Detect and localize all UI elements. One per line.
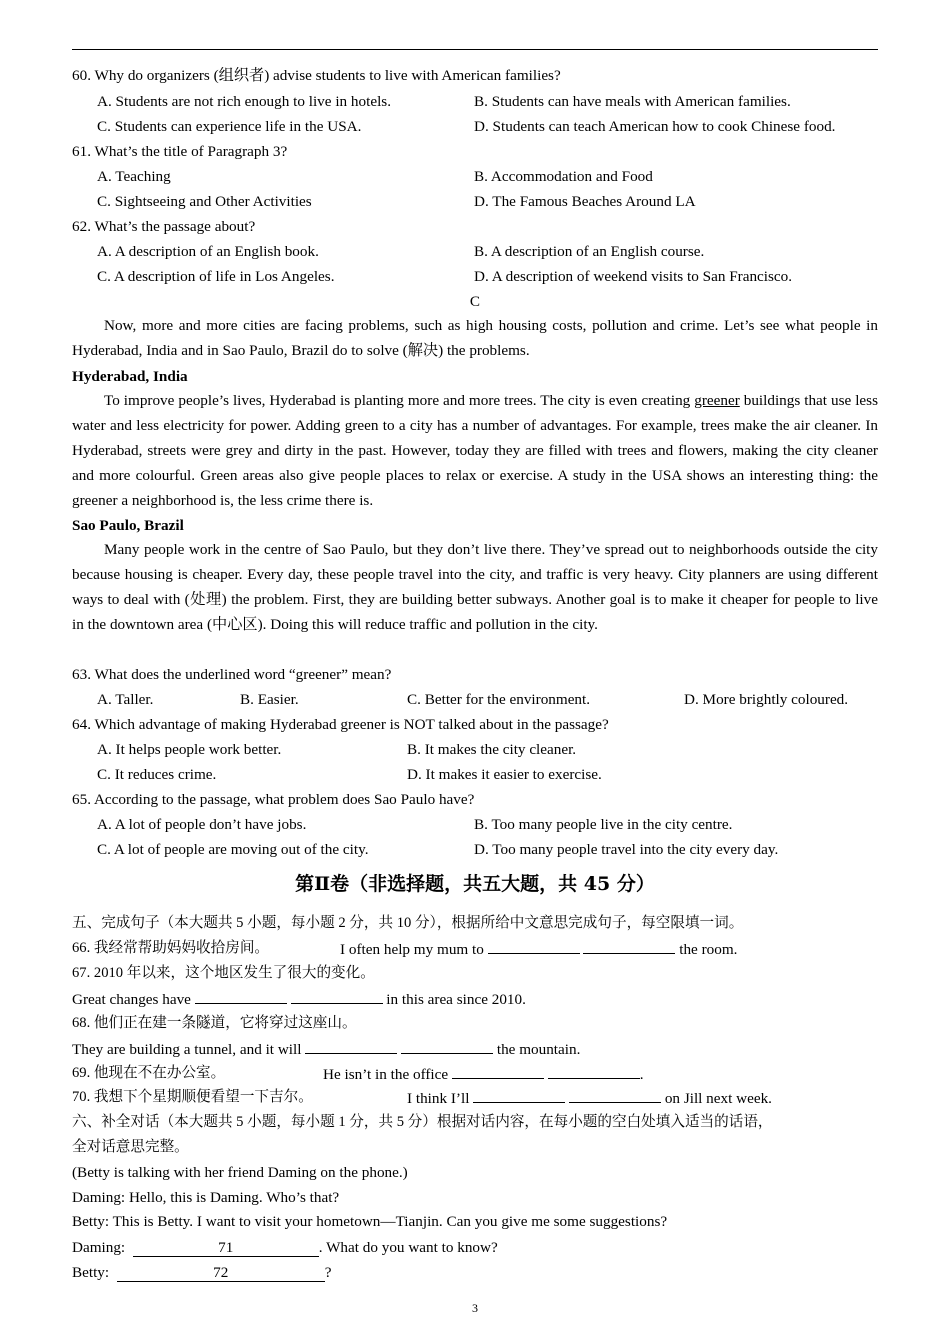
q70-english: I think I’ll on Jill next week. <box>407 1090 772 1107</box>
q70-blank-1[interactable] <box>473 1088 565 1103</box>
q64-option-d: D. It makes it easier to exercise. <box>407 766 602 783</box>
q60-option-a: A. Students are not rich enough to live in hotels. <box>97 93 391 110</box>
q66-blank-2[interactable] <box>583 939 675 954</box>
q65-option-d: D. Too many people travel into the city every day. <box>474 841 779 858</box>
q65-option-b: B. Too many people live in the city centre. <box>474 816 733 833</box>
q63-option-a: A. Taller. <box>97 691 154 708</box>
q67-blank-2[interactable] <box>291 989 383 1004</box>
passage-intro: Now, more and more cities are facing problems, such as high housing costs, pollution and crime. Let’s see what people in Hyderabad, India and in Sao Paulo, Brazil do to solve (解决) the problems. <box>72 317 878 359</box>
passage-letter: C <box>469 293 481 310</box>
q70-chinese: 70. 我想下个星期顺便看望一下吉尔。 <box>72 1089 313 1105</box>
heading-sao-paulo: Sao Paulo, Brazil <box>72 517 184 534</box>
part2-title: 第Ⅱ卷（非选择题，共五大题，共 45 分） <box>295 873 655 895</box>
answer-blank-71[interactable]: 71 <box>133 1239 319 1257</box>
paragraph-sao-paulo: Many people work in the centre of Sao Paulo, but they don’t live there. They’ve spread out to neighborhoods outside the city because housing is cheaper. Every day, these people travel into the city, and traffic is very heavy. City planners are using different ways to deal with (处理) the problem. First, they are building better subways. Another goal is to make it cheaper for people to live in the downtown area (中心区). Doing this will reduce traffic and pollution in the city. <box>72 541 878 633</box>
dialogue-line-3: Daming: 71 . What do you want to know? <box>72 1239 498 1256</box>
answer-blank-72[interactable]: 72 <box>117 1264 325 1282</box>
q62-option-b: B. A description of an English course. <box>474 243 705 260</box>
q63-option-c: C. Better for the environment. <box>407 691 591 708</box>
q62-option-a: A. A description of an English book. <box>97 243 319 260</box>
q69-chinese: 69. 他现在不在办公室。 <box>72 1065 226 1081</box>
dialogue-line-1: Daming: Hello, this is Daming. Who’s that? <box>72 1189 340 1206</box>
q63-option-b: B. Easier. <box>240 691 299 708</box>
q69-blank-2[interactable] <box>548 1064 640 1079</box>
q61-stem: 61. What’s the title of Paragraph 3? <box>72 143 288 160</box>
section6-heading-cont: 全对话意思完整。 <box>72 1139 189 1155</box>
q64-stem: 64. Which advantage of making Hyderabad greener is NOT talked about in the passage? <box>72 716 609 733</box>
dialogue-context: (Betty is talking with her friend Daming on the phone.) <box>72 1164 408 1181</box>
q61-option-c: C. Sightseeing and Other Activities <box>97 193 312 210</box>
q62-option-c: C. A description of life in Los Angeles. <box>97 268 335 285</box>
section5-heading: 五、完成句子（本大题共 5 小题，每小题 2 分，共 10 分），根据所给中文意思完成句子，每空限填一词。 <box>72 915 744 931</box>
q69-english: He isn’t in the office . <box>323 1066 644 1083</box>
q62-stem: 62. What’s the passage about? <box>72 218 256 235</box>
page-number: 3 <box>472 1301 478 1315</box>
heading-hyderabad: Hyderabad, India <box>72 368 188 385</box>
q63-stem: 63. What does the underlined word “greener” mean? <box>72 666 392 683</box>
q63-option-d: D. More brightly coloured. <box>684 691 849 708</box>
section6-heading: 六、补全对话（本大题共 5 小题，每小题 1 分，共 5 分）根据对话内容，在每小题的空白处填入适当的话语， <box>72 1114 773 1130</box>
dialogue-line-4: Betty: 72 ? <box>72 1264 332 1281</box>
q68-chinese: 68. 他们正在建一条隧道，它将穿过这座山。 <box>72 1015 357 1031</box>
q65-option-c: C. A lot of people are moving out of the city. <box>97 841 369 858</box>
q66-blank-1[interactable] <box>488 939 580 954</box>
q67-blank-1[interactable] <box>195 989 287 1004</box>
q61-option-a: A. Teaching <box>97 168 171 185</box>
q61-option-b: B. Accommodation and Food <box>474 168 653 185</box>
header-rule <box>72 49 878 50</box>
q68-blank-1[interactable] <box>305 1039 397 1054</box>
q60-option-b: B. Students can have meals with American families. <box>474 93 791 110</box>
dialogue-line-2: Betty: This is Betty. I want to visit your hometown—Tianjin. Can you give me some suggestions? <box>72 1213 668 1230</box>
q66-chinese: 66. 我经常帮助妈妈收拾房间。 <box>72 940 270 956</box>
q68-english: They are building a tunnel, and it will the mountain. <box>72 1041 581 1058</box>
q69-blank-1[interactable] <box>452 1064 544 1079</box>
q65-stem: 65. According to the passage, what problem does Sao Paulo have? <box>72 791 475 808</box>
paragraph-hyderabad: To improve people’s lives, Hyderabad is planting more and more trees. The city is even creating greener buildings that use less water and less electricity for power. Adding green to a city has a number of advantages. For example, trees make the air cleaner. In Hyderabad, streets were grey and dirty in the past. However, today they are filled with trees and flowers, making the city cleaner and more colourful. Green areas also give people places to relax or exercise. A study in the USA shows an interesting thing: the greener a neighborhood is, the less crime there is. <box>72 392 878 509</box>
q67-chinese: 67. 2010 年以来，这个地区发生了很大的变化。 <box>72 965 375 981</box>
q64-option-c: C. It reduces crime. <box>97 766 217 783</box>
q66-english: I often help my mum to the room. <box>340 941 738 958</box>
q60-stem: 60. Why do organizers (组织者) advise students to live with American families? <box>72 67 561 84</box>
q62-option-d: D. A description of weekend visits to San Francisco. <box>474 268 793 285</box>
q60-option-c: C. Students can experience life in the USA. <box>97 118 362 135</box>
q61-option-d: D. The Famous Beaches Around LA <box>474 193 696 210</box>
q68-blank-2[interactable] <box>401 1039 493 1054</box>
q64-option-a: A. It helps people work better. <box>97 741 282 758</box>
q65-option-a: A. A lot of people don’t have jobs. <box>97 816 307 833</box>
q60-option-d: D. Students can teach American how to cook Chinese food. <box>474 118 836 135</box>
q67-english: Great changes have in this area since 2010. <box>72 991 526 1008</box>
q64-option-b: B. It makes the city cleaner. <box>407 741 577 758</box>
q70-blank-2[interactable] <box>569 1088 661 1103</box>
underlined-word: greener <box>694 392 740 409</box>
